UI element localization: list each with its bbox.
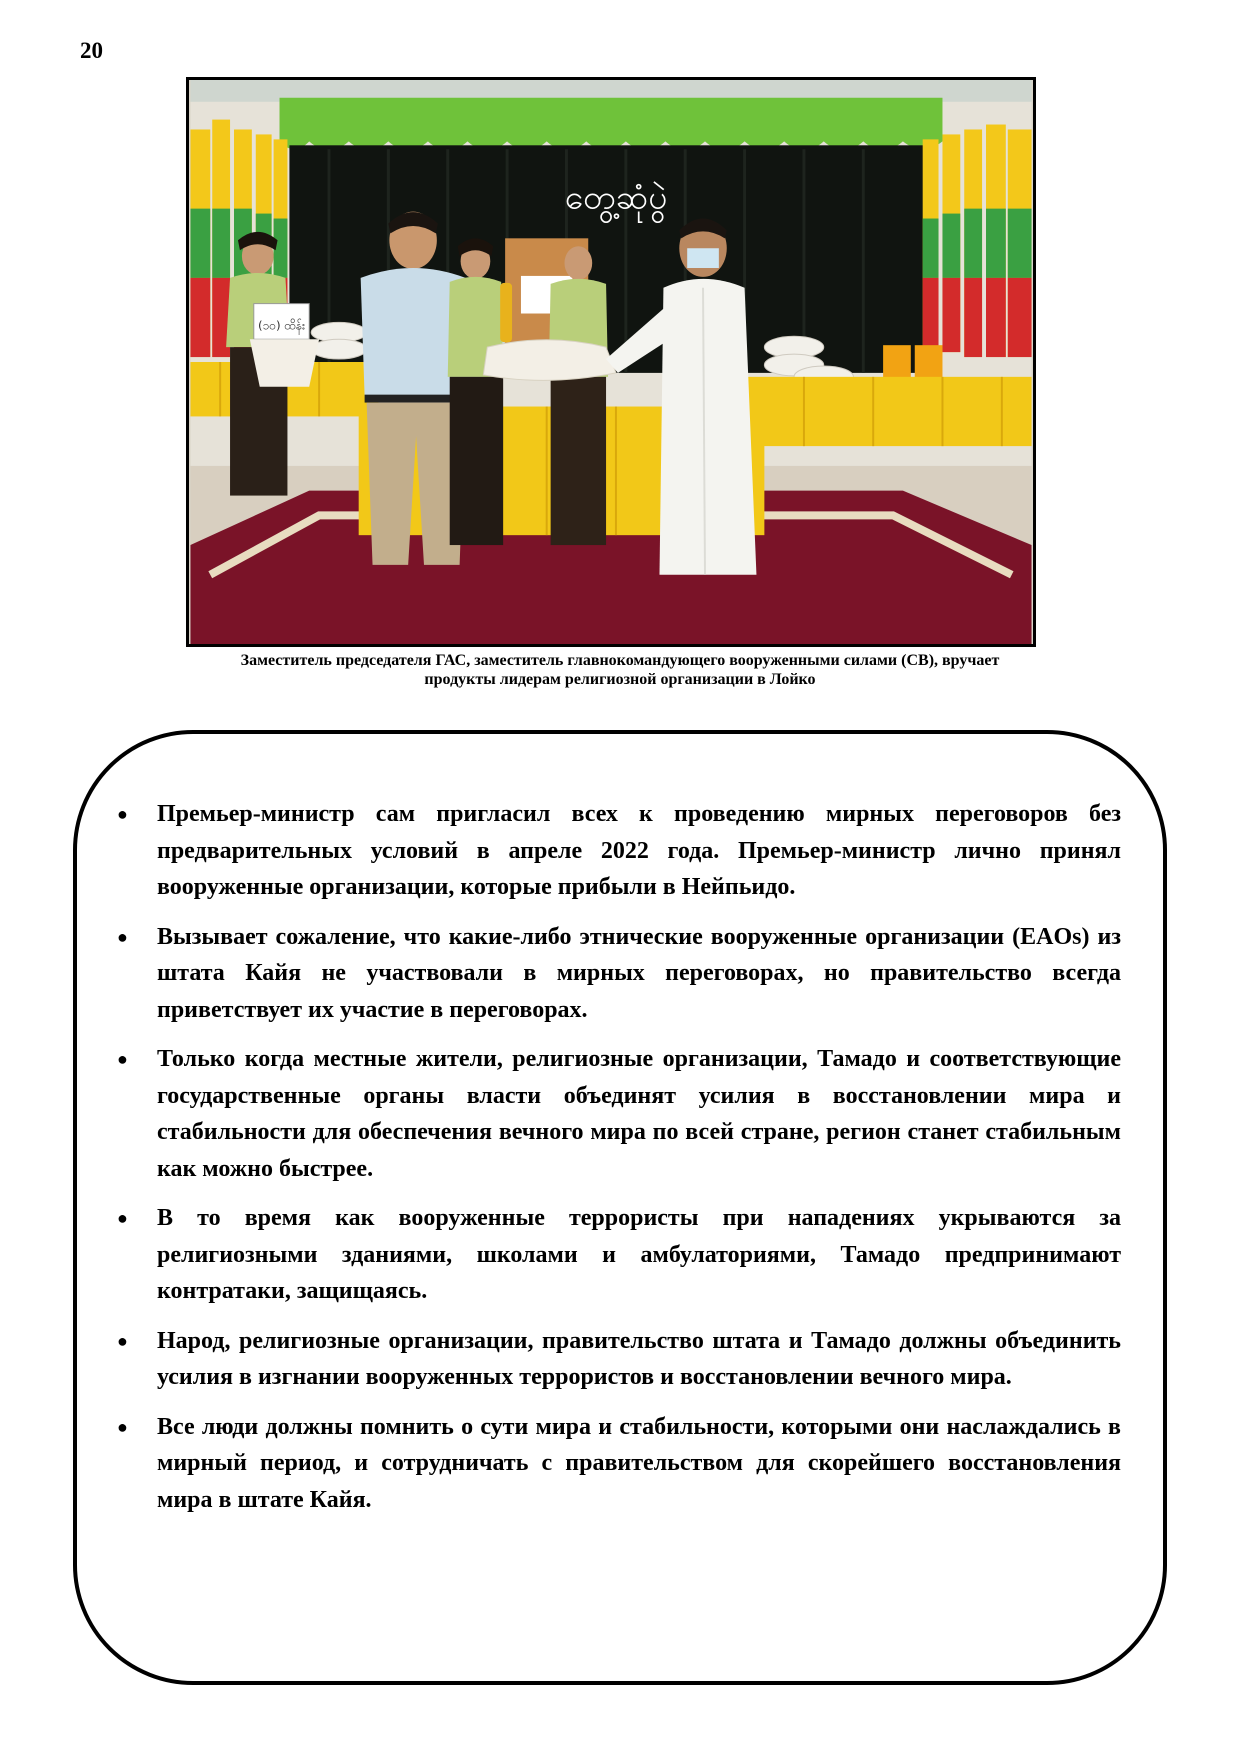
bullet-icon: ● xyxy=(117,926,128,947)
bullet-icon: ● xyxy=(117,1208,128,1228)
bullet-icon: ● xyxy=(117,1416,128,1437)
bullet-icon: ● xyxy=(117,1330,128,1351)
bullet-text: Премьер-министр сам пригласил всех к проведению мирных переговоров без предварительных условий в апреле 2022 года. Премьер-министр лично принял вооруженные организации, которые прибыли в Нейпьидо. xyxy=(157,801,1121,900)
bullet-text: Все люди должны помнить о сути мира и стабильности, которыми они наслаждались в мирный период, и сотрудничать с правительством для скорейшего восстановления мира в штате Кайя. xyxy=(157,1413,1121,1513)
event-photo xyxy=(186,77,1036,647)
table-right xyxy=(745,377,1032,446)
curtain-valance xyxy=(280,98,943,150)
caption-line-1: Заместитель председателя ГАС, заместитель главнокомандующего вооруженными силами (СВ), вручает xyxy=(240,652,1000,669)
woman-center xyxy=(448,238,503,545)
woman-right xyxy=(549,246,608,545)
bullet-item xyxy=(117,1200,1121,1310)
banner-text: တွေ့ဆုံပွဲ xyxy=(564,177,668,217)
bullet-item xyxy=(117,919,1121,1029)
bullet-box xyxy=(73,730,1167,1685)
bullet-text: Вызывает сожаление, что какие-либо этнические вооруженные организации (EAOs) из штата Кайя не участвовали в мирных переговорах, но правительство всегда приветствует их участие в переговорах. xyxy=(157,923,1121,1023)
bullet-icon: ● xyxy=(117,804,128,824)
bullet-item xyxy=(117,1409,1121,1519)
bullet-text: Народ, религиозные организации, правительство штата и Тамадо должны объединить усилия в изгнании вооруженных террористов и восстановлении вечного мира. xyxy=(157,1327,1121,1390)
bullet-item xyxy=(117,796,1121,906)
photo-caption xyxy=(100,651,1140,689)
box-label: (၁၀) ထိန်း xyxy=(258,318,305,333)
bullet-list xyxy=(117,796,1121,1531)
bullet-item xyxy=(117,1323,1121,1396)
bullet-text: Только когда местные жители, религиозные организации, Тамадо и соответствующие государственные органы власти объединят усилия в восстановлении мира и стабильности для обеспечения вечного мира по всей стране, регион станет стабильным как можно быстрее. xyxy=(157,1046,1121,1182)
page-number: 20 xyxy=(80,38,103,63)
bullet-text: В то время как вооруженные террористы при нападениях укрываются за религиозными зданиями, школами и амбулаториями, Тамадо предпринимают контратаки, защищаясь. xyxy=(157,1205,1121,1304)
bullet-item xyxy=(117,1041,1121,1187)
caption-line-2: продукты лидерам религиозной организации в Лойко xyxy=(424,671,816,688)
bullet-icon: ● xyxy=(117,1049,128,1069)
